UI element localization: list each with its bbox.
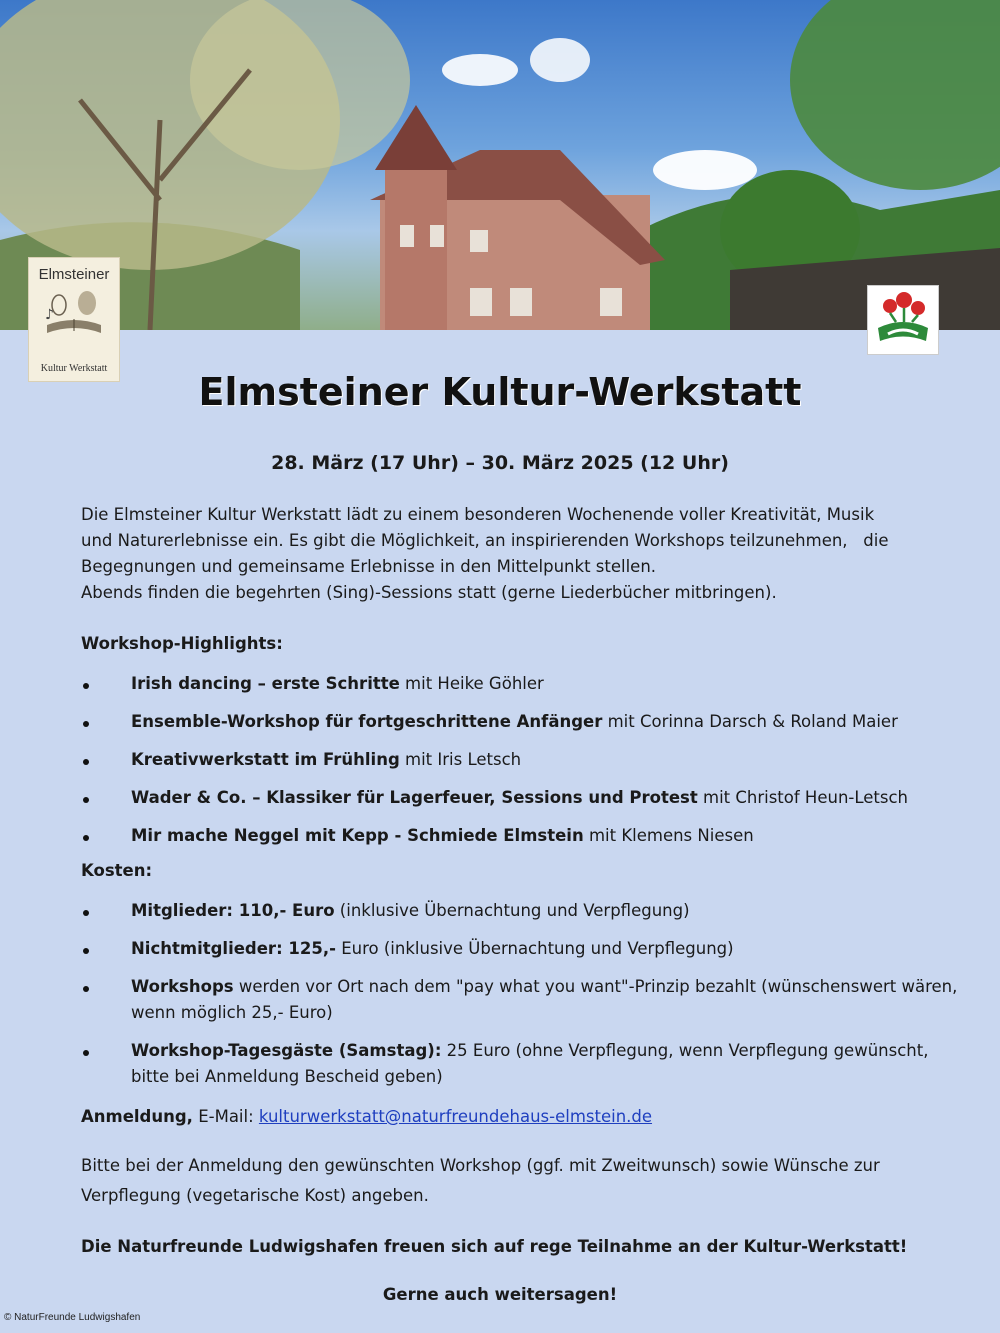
logo-line-1: Elmsteiner	[38, 266, 110, 283]
cost-label: Workshop-Tagesgäste (Samstag):	[131, 1041, 442, 1060]
registration-note: Bitte bei der Anmeldung den gewünschten Workshop (ggf. mit Zweitwunsch) sowie Wünsche zur Verpflegung (vegetarische Kost) angeben.	[81, 1156, 880, 1205]
workshop-leader: mit Klemens Niesen	[583, 826, 754, 845]
bullet-icon	[83, 910, 89, 916]
intro-line: Abends finden die begehrten (Sing)-Sessions statt (gerne Liederbücher mitbringen).	[81, 583, 777, 602]
workshop-leader: mit Corinna Darsch & Roland Maier	[602, 712, 898, 731]
event-dates: 28. März (17 Uhr) – 30. März 2025 (12 Uhr)	[271, 452, 729, 474]
registration-label: Anmeldung,	[81, 1107, 193, 1126]
bullet-icon	[83, 797, 89, 803]
bullet-icon	[83, 759, 89, 765]
workshop-item	[81, 671, 961, 697]
registration-email-link[interactable]: kulturwerkstatt@naturfreundehaus-elmstein.de	[258, 1107, 653, 1126]
intro-line: Die Elmsteiner Kultur Werkstatt lädt zu einem besonderen Wochenende voller Kreativität, Musik	[81, 505, 875, 524]
cost-label: Mitglieder: 110,- Euro	[131, 901, 335, 920]
svg-text:♪: ♪	[45, 307, 54, 323]
cost-item	[81, 898, 961, 924]
hero-photo	[0, 0, 1000, 330]
costs-heading: Kosten:	[81, 861, 153, 880]
elmsteiner-kultur-werkstatt-logo	[28, 257, 120, 382]
cost-detail: 25 Euro (ohne Verpflegung, wenn Verpflegung gewünscht, bitte bei Anmeldung Bescheid geben)	[131, 1041, 929, 1086]
bullet-icon	[83, 683, 89, 689]
page-title: Elmsteiner Kultur-Werkstatt	[198, 370, 802, 414]
closing-statement: Die Naturfreunde Ludwigshafen freuen sich auf rege Teilnahme an der Kultur-Werkstatt!	[81, 1237, 908, 1256]
intro-line: Begegnungen und gemeinsame Erlebnisse in den Mittelpunkt stellen.	[81, 557, 657, 576]
cost-detail: Euro (inklusive Übernachtung und Verpflegung)	[335, 939, 734, 958]
bullet-icon	[83, 721, 89, 727]
hero-illustration	[0, 0, 1000, 330]
share-note: Gerne auch weitersagen!	[382, 1285, 618, 1304]
book-music-icon	[39, 285, 109, 345]
bullet-icon	[83, 948, 89, 954]
bullet-icon	[83, 835, 89, 841]
registration-line	[81, 1102, 961, 1132]
workshop-leader: mit Heike Göhler	[399, 674, 544, 693]
cost-item	[81, 1038, 961, 1090]
bullet-icon	[83, 986, 89, 992]
intro-paragraph	[81, 502, 961, 606]
copyright-footer: © NaturFreunde Ludwigshafen	[4, 1312, 141, 1323]
workshop-item	[81, 747, 961, 773]
naturfreunde-flower-handshake-icon	[868, 286, 938, 354]
workshop-item	[81, 823, 961, 849]
cost-label: Nichtmitglieder: 125,-	[131, 939, 336, 958]
bullet-icon	[83, 1050, 89, 1056]
workshop-title: Irish dancing – erste Schritte	[131, 674, 400, 693]
workshop-title: Kreativwerkstatt im Frühling	[131, 750, 400, 769]
logo-line-2: Kultur Werkstatt	[40, 363, 108, 374]
workshop-title: Ensemble-Workshop für fortgeschrittene Anfänger	[131, 712, 603, 731]
cost-detail: (inklusive Übernachtung und Verpflegung)	[334, 901, 690, 920]
workshop-item	[81, 709, 961, 735]
workshop-leader: mit Christof Heun-Letsch	[697, 788, 909, 807]
cost-item	[81, 936, 961, 962]
cost-label: Workshops	[131, 977, 234, 996]
workshop-item	[81, 785, 961, 811]
cost-detail: werden vor Ort nach dem "pay what you want"-Prinzip bezahlt (wünschenswert wären, wenn möglich 25,- Euro)	[131, 977, 958, 1022]
intro-line: und Naturerlebnisse ein. Es gibt die Möglichkeit, an inspirierenden Workshops teilzunehmen, die	[81, 531, 889, 550]
workshop-leader: mit Iris Letsch	[399, 750, 522, 769]
workshop-highlights-heading: Workshop-Highlights:	[81, 634, 283, 653]
workshop-list	[81, 671, 961, 849]
cost-item	[81, 974, 961, 1026]
workshop-title: Wader & Co. – Klassiker für Lagerfeuer, Sessions und Protest	[131, 788, 698, 807]
workshop-title: Mir mache Neggel mit Kepp - Schmiede Elmstein	[131, 826, 584, 845]
costs-list	[81, 898, 961, 1090]
email-label: E-Mail:	[192, 1107, 259, 1126]
naturfreunde-logo	[867, 285, 939, 355]
